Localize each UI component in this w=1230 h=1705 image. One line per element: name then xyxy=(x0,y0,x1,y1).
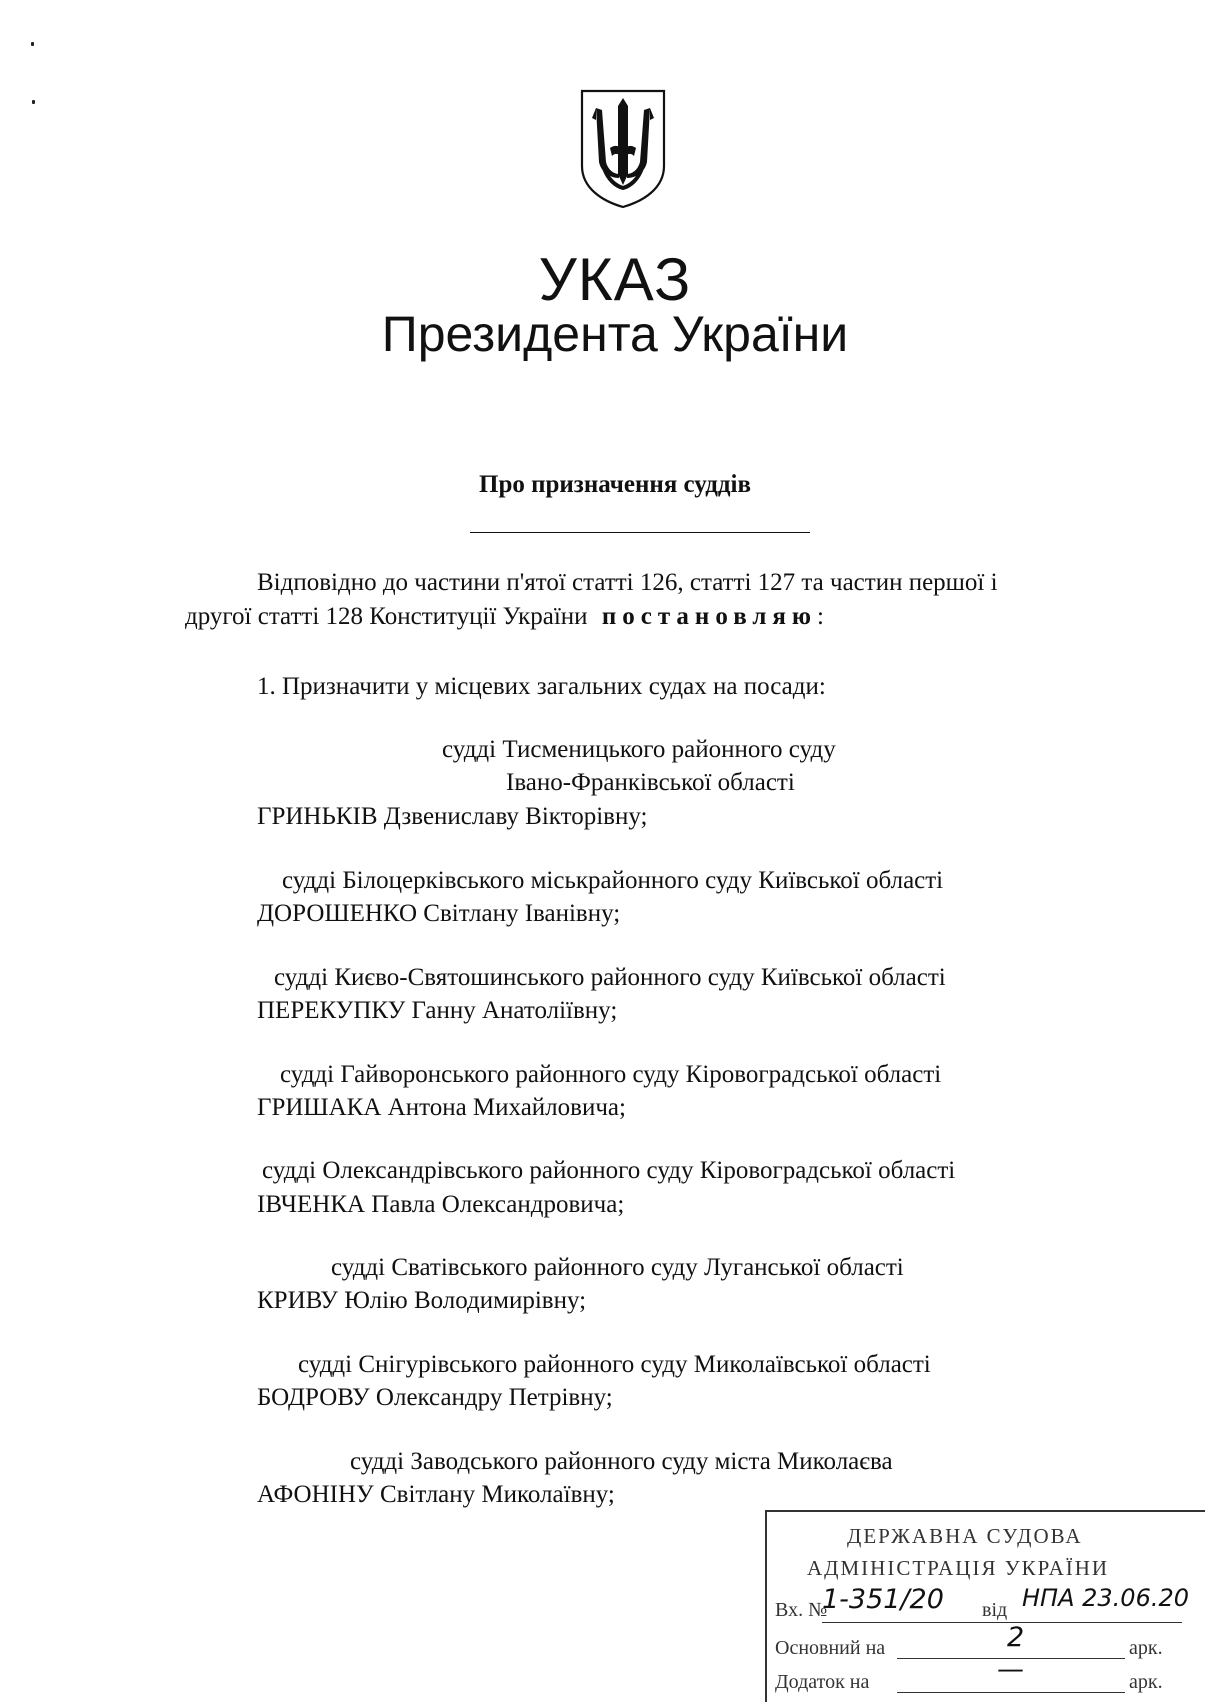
scan-speck xyxy=(32,100,35,104)
appointment-court: судді Заводського районного суду міста Миколаєва xyxy=(350,1448,893,1475)
resolve-word: постановляю xyxy=(601,603,818,630)
scan-speck xyxy=(31,42,34,46)
appointment-name: ІВЧЕНКА Павла Олександровича; xyxy=(257,1191,625,1218)
stamp-incoming-label: Вх. № xyxy=(775,1599,828,1621)
stamp-main-unit: арк. xyxy=(1129,1637,1163,1659)
appointment-name: ДОРОШЕНКО Світлану Іванівну; xyxy=(257,900,621,927)
appointment-court: судді Білоцерківського міськрайонного суду Київської області xyxy=(282,867,944,894)
resolve-colon: : xyxy=(817,603,824,630)
appointment-region: Івано-Франківської області xyxy=(506,769,795,796)
stamp-org-line-1: ДЕРЖАВНА СУДОВА xyxy=(847,1524,1083,1548)
appointment-court: судді Києво-Святошинського районного суду Київської області xyxy=(274,964,946,991)
stamp-incoming-number: 1-351/20 xyxy=(822,1584,944,1615)
appointment-court: судді Олександрівського районного суду Кіровоградської області xyxy=(262,1157,956,1184)
appointment-court: судді Сватівського районного суду Луганської області xyxy=(331,1254,904,1281)
stamp-underline xyxy=(897,1692,1125,1693)
appointment-court: судді Снігурівського районного суду Миколаївської області xyxy=(298,1351,931,1378)
decree-title: УКАЗ xyxy=(538,246,692,313)
stamp-main-label: Основний на xyxy=(775,1637,886,1659)
appointment-court: судді Тисменицького районного суду xyxy=(442,736,836,763)
stamp-incoming-suffix: від xyxy=(982,1599,1008,1621)
stamp-extra-label: Додаток на xyxy=(775,1671,870,1693)
appointment-name: ПЕРЕКУПКУ Ганну Анатоліївну; xyxy=(257,997,618,1024)
stamp-underline xyxy=(822,1622,1182,1623)
appointment-name: ГРИНЬКІВ Дзвениславу Вікторівну; xyxy=(257,803,648,830)
appointment-name: КРИВУ Юлію Володимирівну; xyxy=(257,1287,587,1314)
decree-subject: Про призначення суддів xyxy=(479,471,751,498)
registration-stamp xyxy=(765,1510,1205,1702)
subject-underline xyxy=(470,532,810,533)
appointment-name: БОДРОВУ Олександру Петрівну; xyxy=(257,1384,613,1411)
decree-subtitle: Президента України xyxy=(381,306,849,362)
preamble-line-2 xyxy=(185,602,824,632)
stamp-extra-unit: арк. xyxy=(1129,1671,1163,1693)
stamp-incoming-date: НПА 23.06.20 xyxy=(1022,1584,1190,1612)
item-1: 1. Призначити у місцевих загальних судах на посади: xyxy=(257,673,826,700)
stamp-org-line-2: АДМІНІСТРАЦІЯ УКРАЇНИ xyxy=(807,1556,1110,1580)
stamp-extra-value: — xyxy=(997,1654,1024,1685)
appointment-court: судді Гайворонського районного суду Кіровоградської області xyxy=(280,1061,942,1088)
coat-of-arms-icon xyxy=(578,88,668,210)
preamble-text: другої статті 128 Конституції України xyxy=(185,603,588,630)
appointment-name: ГРИШАКА Антона Михайловича; xyxy=(257,1094,626,1121)
appointment-name: АФОНІНУ Світлану Миколаївну; xyxy=(257,1481,615,1508)
preamble-line-1: Відповідно до частини п'ятої статті 126, статті 127 та частин першої і xyxy=(257,569,998,596)
stamp-main-value: 2 xyxy=(1007,1622,1025,1653)
